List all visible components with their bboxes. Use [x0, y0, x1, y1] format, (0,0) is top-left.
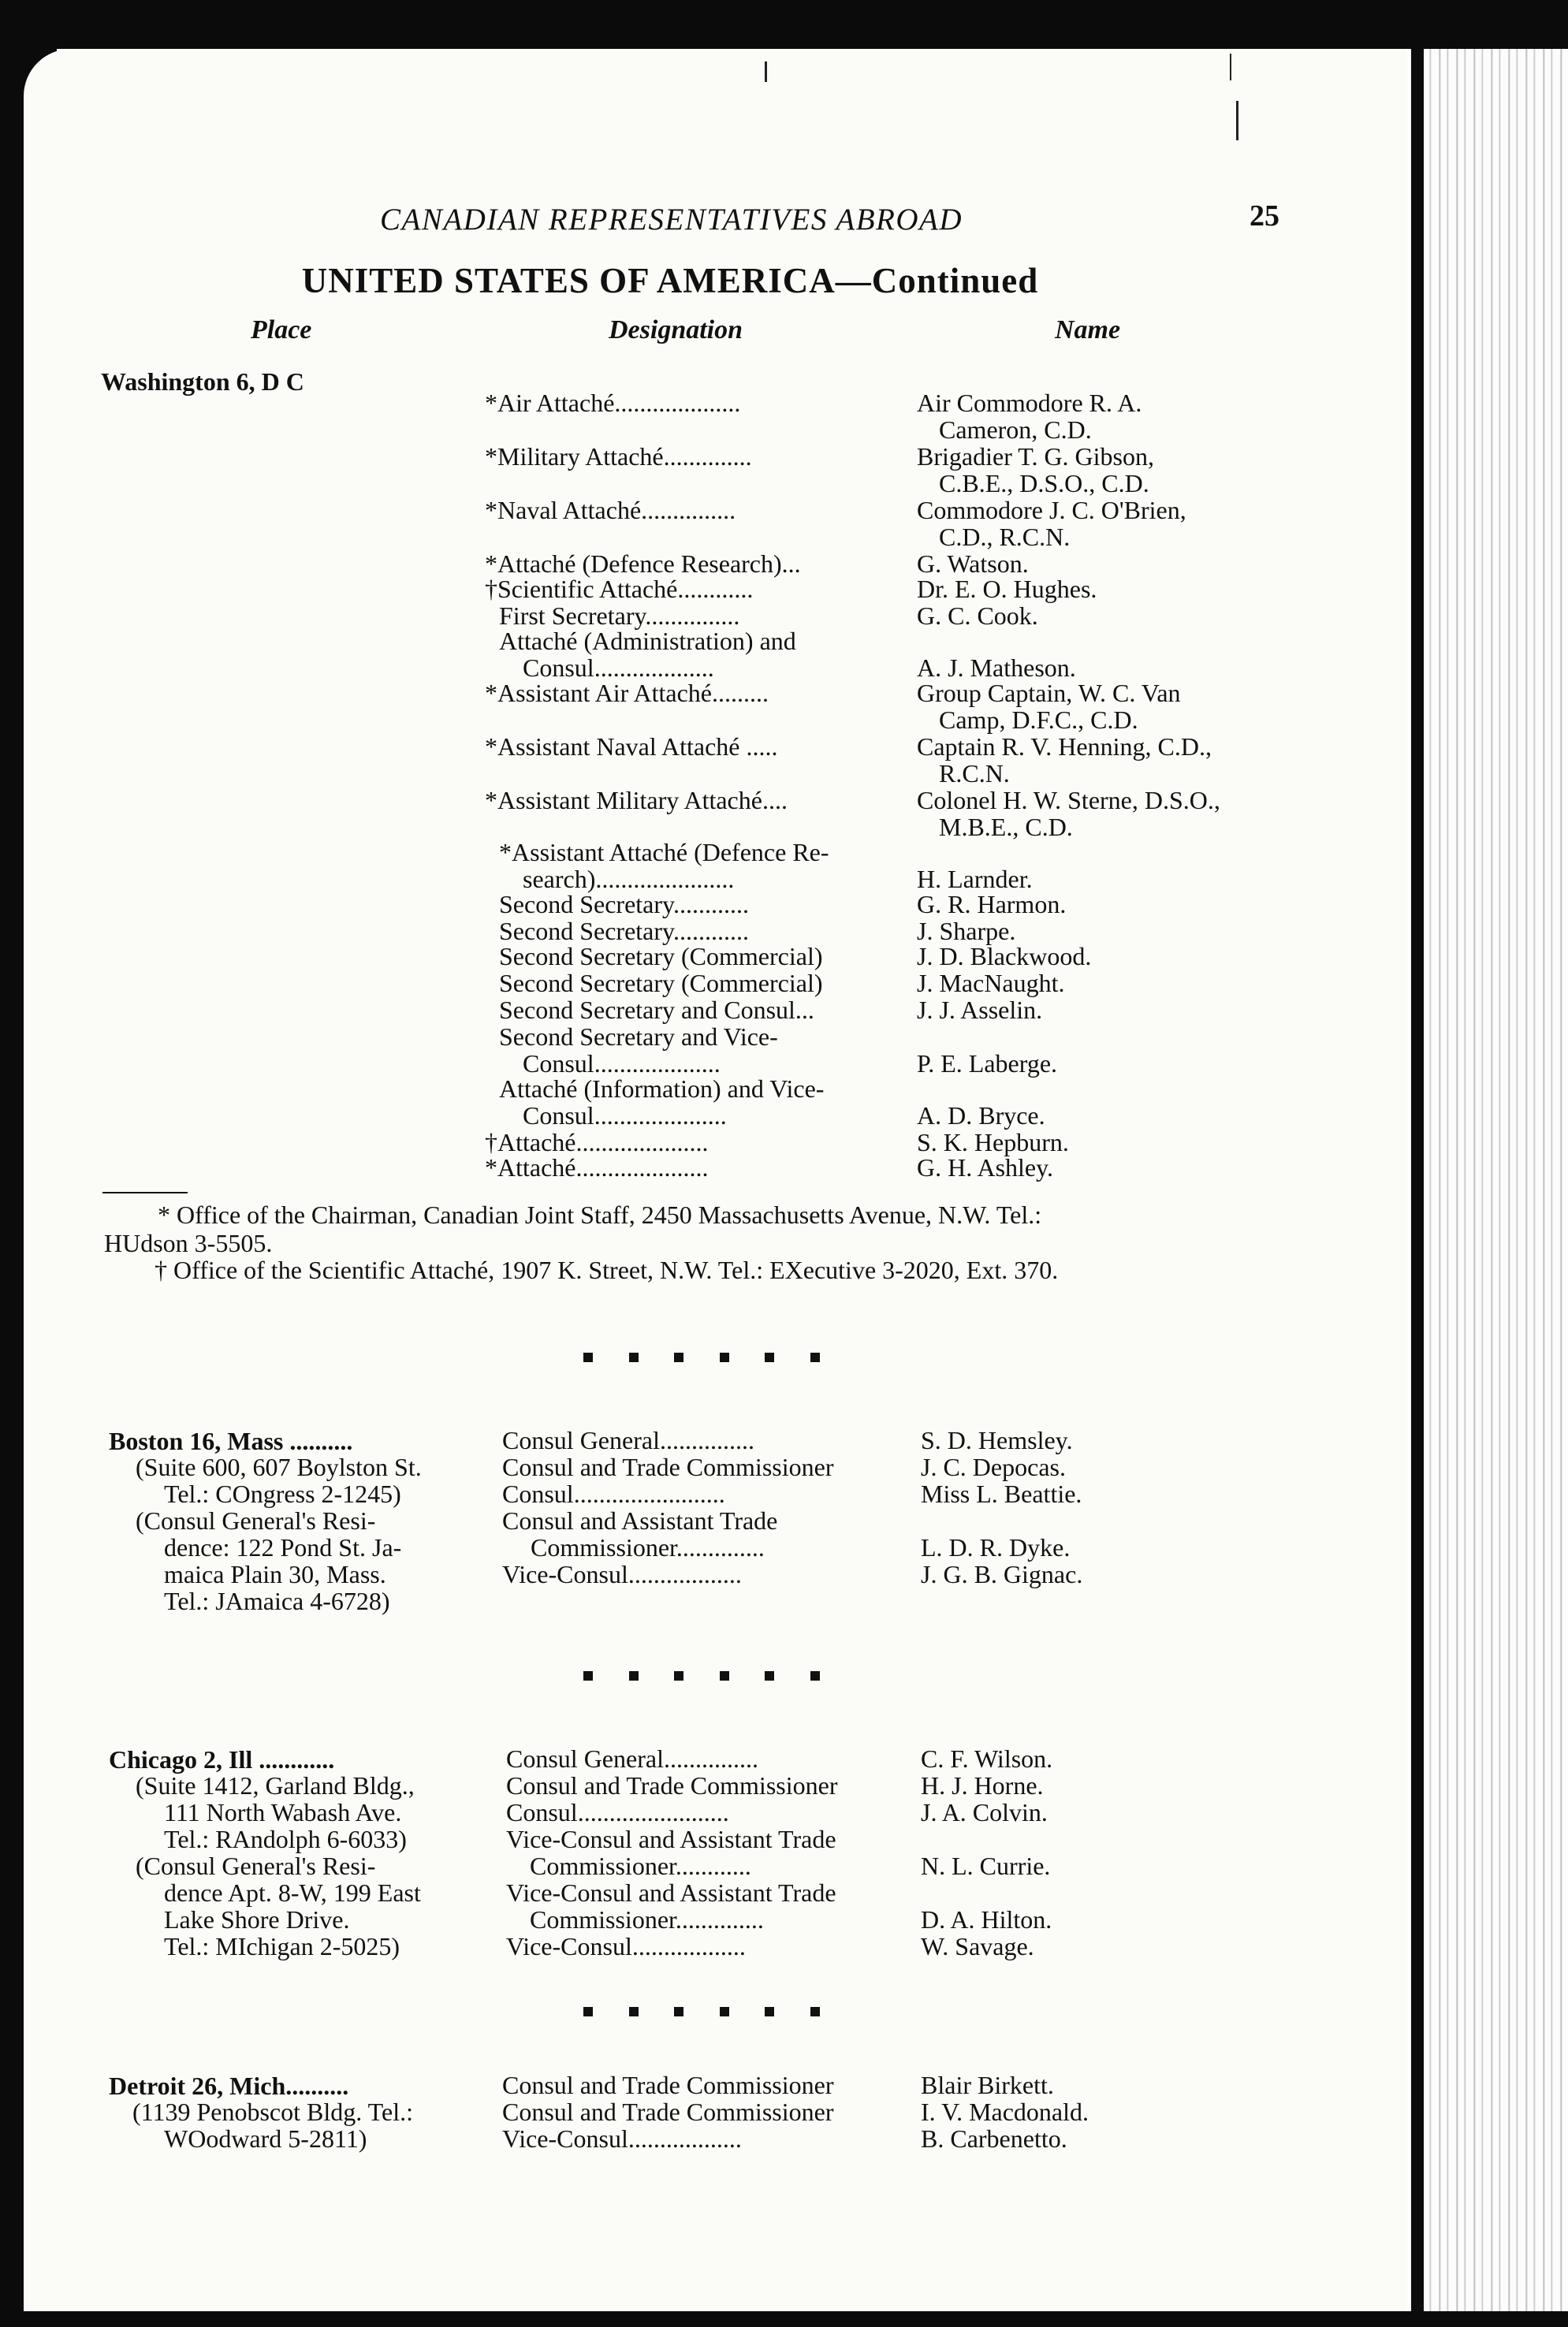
detroit-designation: Consul and Trade Commissioner: [502, 2071, 834, 2099]
boston-name: L. D. R. Dyke.: [921, 1533, 1071, 1562]
washington-designation: *Naval Attaché...............: [485, 496, 736, 524]
washington-name: R.C.N.: [939, 759, 1010, 787]
washington-designation: *Assistant Attaché (Defence Re-: [499, 838, 829, 866]
detroit-name: Blair Birkett.: [921, 2071, 1054, 2099]
boston-name: J. C. Depocas.: [921, 1453, 1066, 1481]
washington-name: J. J. Asselin.: [917, 996, 1043, 1024]
washington-name: C.B.E., D.S.O., C.D.: [939, 469, 1149, 497]
footnote-star-line-2: HUdson 3-5505.: [104, 1229, 273, 1257]
washington-designation: search)......................: [523, 865, 735, 893]
washington-name: G. R. Harmon.: [917, 890, 1067, 918]
washington-name: Brigadier T. G. Gibson,: [917, 442, 1154, 471]
boston-place: Boston 16, Mass ..........: [109, 1427, 353, 1455]
washington-name: H. Larnder.: [917, 865, 1033, 893]
washington-designation: *Assistant Air Attaché.........: [485, 679, 769, 707]
chicago-designation: Vice-Consul..................: [506, 1932, 746, 1960]
washington-designation: *Air Attaché....................: [485, 389, 741, 417]
washington-designation: Second Secretary (Commercial): [499, 942, 823, 970]
section-separator: [583, 2007, 820, 2016]
washington-designation: *Military Attaché..............: [485, 442, 752, 471]
washington-designation: Attaché (Administration) and: [499, 627, 796, 655]
chicago-name: H. J. Horne.: [921, 1771, 1044, 1800]
detroit-address-line: (1139 Penobscot Bldg. Tel.:: [132, 2098, 413, 2126]
boston-designation: Vice-Consul..................: [502, 1560, 742, 1588]
boston-designation: Consul General...............: [502, 1426, 754, 1454]
chicago-designation: Commissioner............: [530, 1852, 751, 1880]
scan-border-top: [0, 0, 1568, 49]
washington-designation: *Assistant Naval Attaché .....: [485, 732, 778, 761]
washington-designation: Second Secretary and Consul...: [499, 996, 814, 1024]
boston-address-line: Tel.: COngress 2-1245): [164, 1480, 401, 1508]
washington-name: J. Sharpe.: [917, 917, 1016, 945]
scan-border-bottom: [0, 2311, 1568, 2327]
washington-name: Air Commodore R. A.: [917, 389, 1142, 417]
washington-name: P. E. Laberge.: [917, 1049, 1058, 1078]
detroit-place: Detroit 26, Mich..........: [109, 2072, 349, 2100]
detroit-designation: Consul and Trade Commissioner: [502, 2098, 834, 2126]
washington-name: Dr. E. O. Hughes.: [917, 575, 1097, 603]
chicago-address-line: Tel.: RAndolph 6-6033): [164, 1825, 407, 1853]
washington-name: G. H. Ashley.: [917, 1153, 1054, 1182]
boston-designation: Commissioner..............: [531, 1533, 765, 1562]
boston-address-line: (Suite 600, 607 Boylston St.: [136, 1453, 422, 1481]
column-header-place: Place: [251, 315, 312, 344]
washington-designation: Consul...................: [523, 653, 714, 682]
boston-address-line: maica Plain 30, Mass.: [164, 1560, 386, 1588]
adjacent-page-strip: [1424, 49, 1568, 2311]
washington-name: J. D. Blackwood.: [917, 942, 1092, 970]
washington-name: A. J. Matheson.: [917, 653, 1076, 682]
chicago-name: W. Savage.: [921, 1932, 1034, 1960]
footnote-dagger: † Office of the Scientific Attaché, 1907 K. Street, N.W. Tel.: EXecutive 3-2020, Ext. 370.: [155, 1256, 1059, 1284]
washington-designation: Consul.....................: [523, 1101, 727, 1130]
washington-designation: *Attaché.....................: [485, 1153, 709, 1182]
section-separator: [583, 1353, 820, 1362]
chicago-name: J. A. Colvin.: [921, 1798, 1048, 1826]
chicago-designation: Vice-Consul and Assistant Trade: [506, 1825, 836, 1853]
chicago-address-line: dence Apt. 8-W, 199 East: [164, 1878, 421, 1907]
washington-name: S. K. Hepburn.: [917, 1128, 1069, 1156]
washington-name: Group Captain, W. C. Van: [917, 679, 1181, 707]
chicago-address-line: (Consul General's Resi-: [136, 1852, 376, 1880]
page-number: 25: [1250, 199, 1279, 233]
washington-designation: Second Secretary............: [499, 890, 749, 918]
washington-designation: †Attaché.....................: [485, 1128, 709, 1156]
washington-name: Colonel H. W. Sterne, D.S.O.,: [917, 786, 1220, 814]
washington-name: C.D., R.C.N.: [939, 523, 1071, 551]
chicago-designation: Consul........................: [506, 1798, 729, 1826]
chicago-address-line: Lake Shore Drive.: [164, 1905, 350, 1934]
chicago-designation: Consul and Trade Commissioner: [506, 1771, 838, 1800]
footnote-star-line-1: * Office of the Chairman, Canadian Joint Staff, 2450 Massachusetts Avenue, N.W. Tel.:: [158, 1201, 1042, 1229]
washington-name: J. MacNaught.: [917, 969, 1065, 997]
washington-name: G. C. Cook.: [917, 601, 1038, 630]
washington-designation: Second Secretary (Commercial): [499, 969, 823, 997]
chicago-address-line: Tel.: MIchigan 2-5025): [164, 1932, 400, 1960]
column-header-name: Name: [1055, 315, 1121, 344]
chicago-designation: Vice-Consul and Assistant Trade: [506, 1878, 836, 1907]
chicago-name: N. L. Currie.: [921, 1852, 1051, 1880]
washington-name: M.B.E., C.D.: [939, 813, 1073, 841]
boston-designation: Consul........................: [502, 1480, 725, 1508]
chicago-address-line: (Suite 1412, Garland Bldg.,: [136, 1771, 415, 1800]
scan-speck: [1236, 101, 1238, 140]
washington-designation: Second Secretary............: [499, 917, 749, 945]
washington-designation: †Scientific Attaché............: [485, 575, 754, 603]
detroit-address-line: WOodward 5-2811): [164, 2124, 367, 2153]
page-gutter-edge: [1411, 49, 1424, 2311]
chicago-designation: Commissioner..............: [530, 1905, 764, 1934]
boston-address-line: Tel.: JAmaica 4-6728): [164, 1587, 390, 1615]
washington-designation: First Secretary...............: [499, 601, 740, 630]
washington-designation: *Attaché (Defence Research)...: [485, 549, 801, 578]
scan-speck: [765, 61, 767, 82]
boston-designation: Consul and Trade Commissioner: [502, 1453, 834, 1481]
washington-name: Commodore J. C. O'Brien,: [917, 496, 1186, 524]
chicago-address-line: 111 North Wabash Ave.: [164, 1798, 402, 1826]
boston-name: Miss L. Beattie.: [921, 1480, 1082, 1508]
washington-designation: Consul....................: [523, 1049, 721, 1078]
washington-designation: Attaché (Information) and Vice-: [499, 1074, 825, 1103]
washington-name: Camp, D.F.C., C.D.: [939, 706, 1138, 734]
section-title: UNITED STATES OF AMERICA—Continued: [301, 261, 1039, 300]
section-separator: [583, 1671, 820, 1681]
boston-name: J. G. B. Gignac.: [921, 1560, 1083, 1588]
washington-place: Washington 6, D C: [101, 367, 304, 396]
washington-name: Captain R. V. Henning, C.D.,: [917, 732, 1212, 761]
chicago-place: Chicago 2, Ill ............: [109, 1745, 335, 1774]
detroit-name: I. V. Macdonald.: [921, 2098, 1089, 2126]
washington-designation: Second Secretary and Vice-: [499, 1022, 778, 1051]
detroit-name: B. Carbenetto.: [921, 2124, 1067, 2153]
footnote-rule: [102, 1192, 188, 1193]
washington-name: Cameron, C.D.: [939, 415, 1092, 444]
washington-name: A. D. Bryce.: [917, 1101, 1045, 1130]
boston-name: S. D. Hemsley.: [921, 1426, 1073, 1454]
scan-speck: [1230, 54, 1231, 80]
boston-address-line: dence: 122 Pond St. Ja-: [164, 1533, 402, 1562]
boston-address-line: (Consul General's Resi-: [136, 1506, 376, 1535]
chicago-name: D. A. Hilton.: [921, 1905, 1052, 1934]
chicago-name: C. F. Wilson.: [921, 1744, 1053, 1773]
boston-designation: Consul and Assistant Trade: [502, 1506, 778, 1535]
chicago-designation: Consul General...............: [506, 1744, 758, 1773]
washington-designation: *Assistant Military Attaché....: [485, 786, 788, 814]
column-header-designation: Designation: [609, 315, 743, 344]
running-head: CANADIAN REPRESENTATIVES ABROAD: [380, 203, 963, 236]
detroit-designation: Vice-Consul..................: [502, 2124, 742, 2153]
washington-name: G. Watson.: [917, 549, 1029, 578]
